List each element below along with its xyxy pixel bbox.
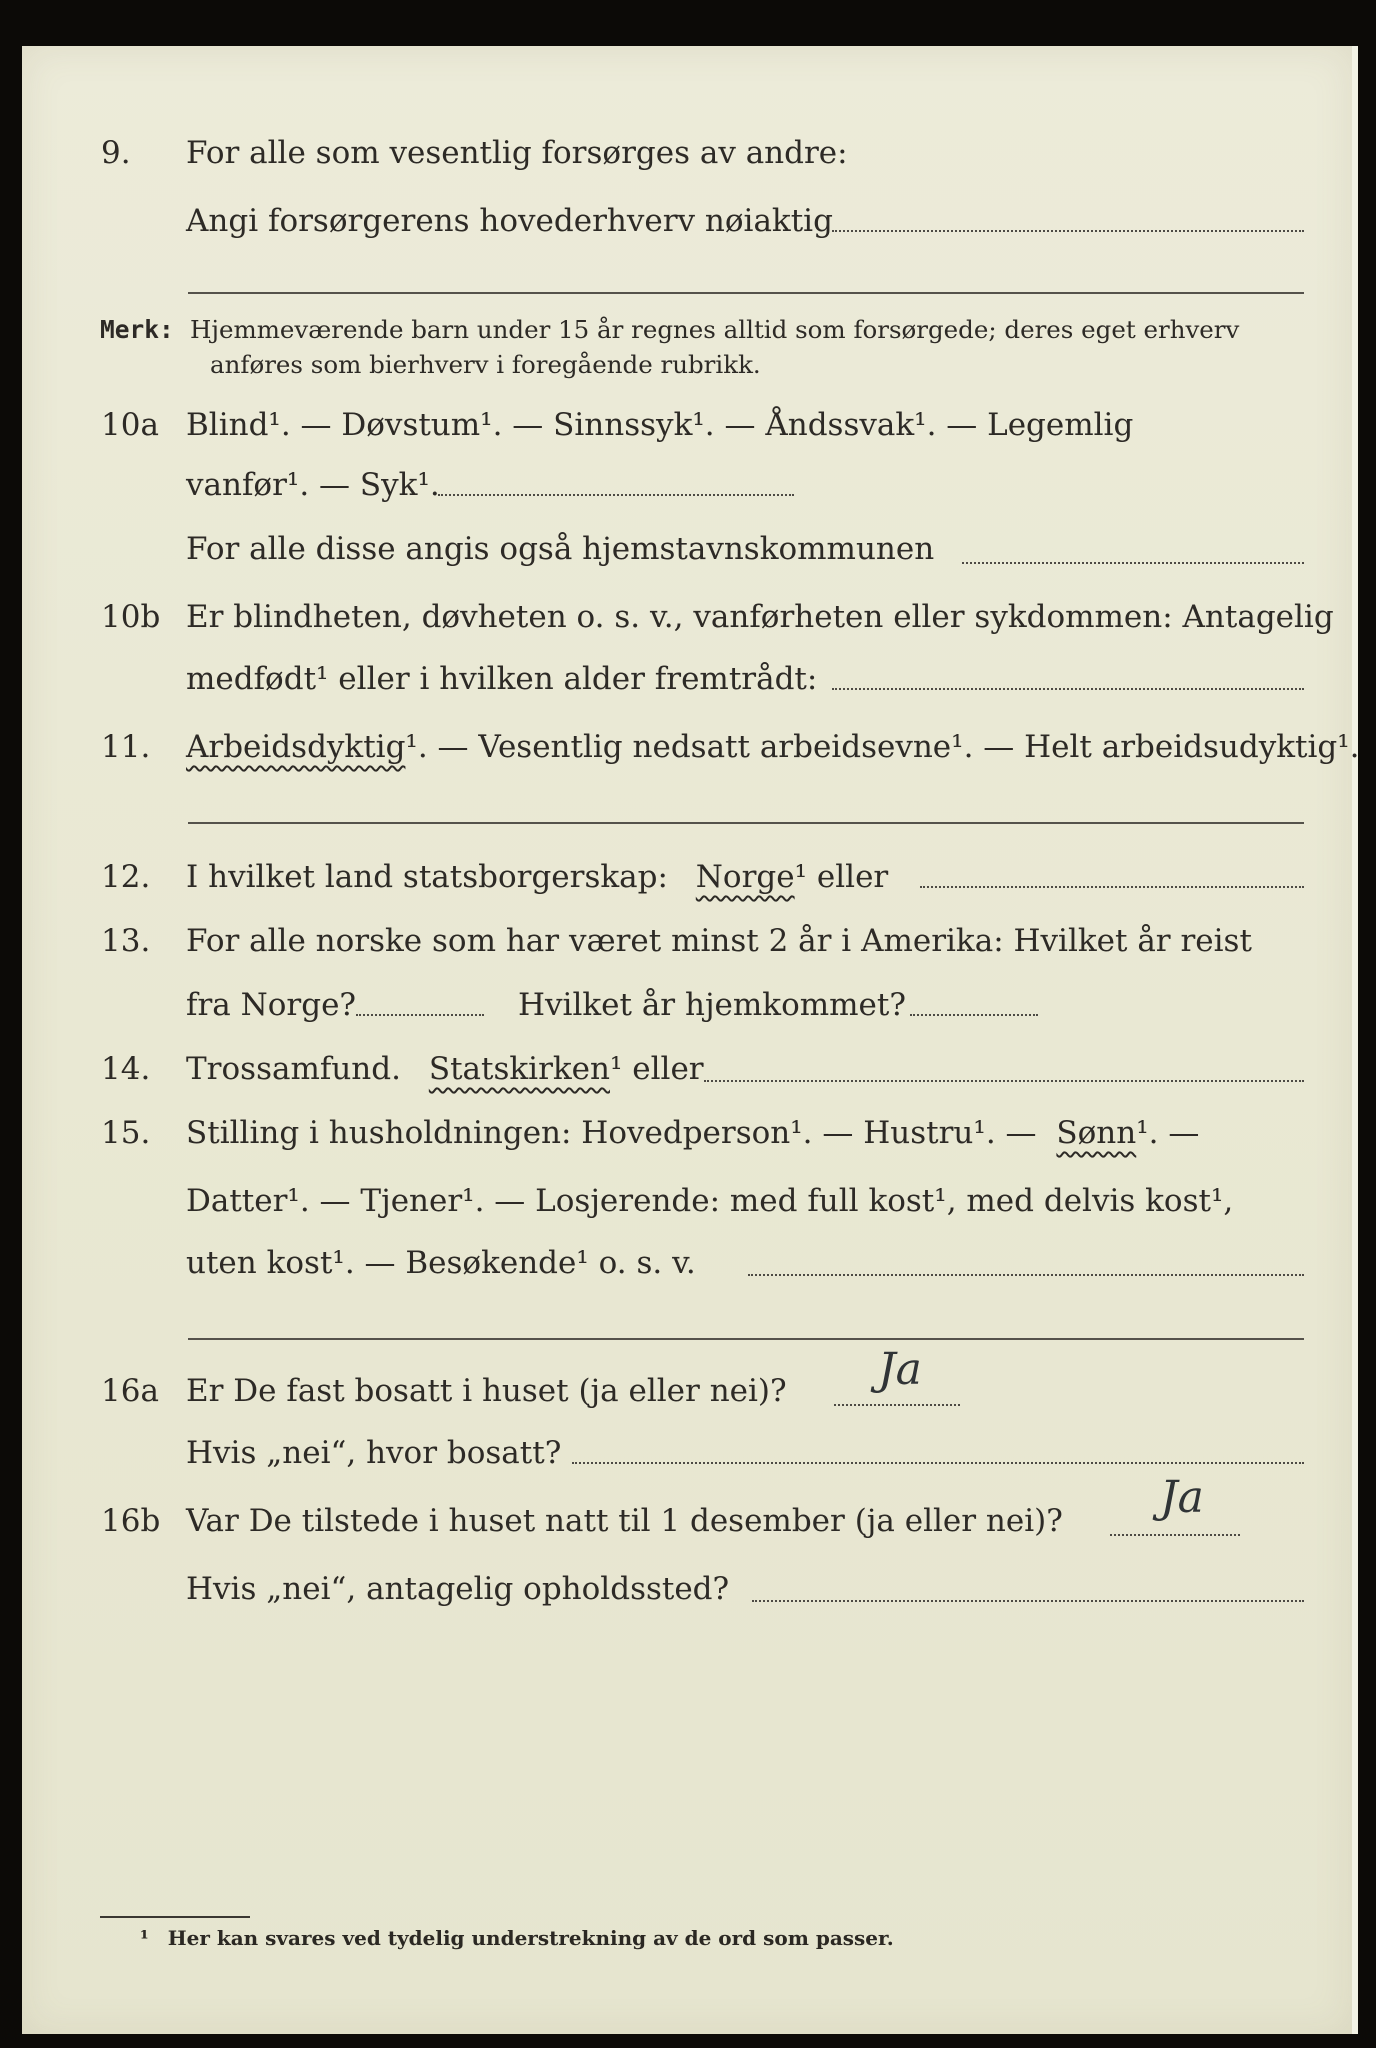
q10b-row2 bbox=[0, 654, 1376, 704]
q15-line2: Datter¹. — Tjener¹. — Losjerende: med full kost¹, med delvis kost¹, bbox=[186, 1183, 1234, 1219]
q14-number: 14. bbox=[101, 1051, 151, 1087]
q15-line1b: ¹. — bbox=[1136, 1115, 1200, 1151]
q15-answer-line2[interactable] bbox=[188, 1338, 1304, 1340]
q10b-answer-line[interactable] bbox=[832, 688, 1304, 690]
q15-answer-line[interactable] bbox=[748, 1274, 1304, 1276]
footnote bbox=[140, 1926, 894, 1950]
q14-answer-line[interactable] bbox=[704, 1080, 1304, 1082]
merk-label: Merk: bbox=[100, 315, 174, 344]
merk-line2: anføres som bierhverv i foregående rubrikk. bbox=[210, 350, 761, 379]
q11-answer-line[interactable] bbox=[188, 822, 1304, 824]
q10b-number: 10b bbox=[101, 599, 161, 635]
q10a-row3 bbox=[0, 524, 1376, 574]
q16a-line2: Hvis „nei“, hvor bosatt? bbox=[186, 1435, 562, 1471]
q10a-number: 10a bbox=[101, 407, 159, 443]
merk-row2 bbox=[0, 346, 1376, 384]
q15-row1 bbox=[0, 1108, 1376, 1158]
q16a-handwritten-answer: Ja bbox=[878, 1344, 922, 1395]
q10a-line1: Blind¹. — Døvstum¹. — Sinnssyk¹. — Åndssvak¹. — Legemlig bbox=[186, 407, 1134, 443]
q11-selected-option[interactable]: Arbeidsdyktig bbox=[186, 729, 406, 765]
q14-post: ¹ eller bbox=[609, 1051, 704, 1087]
q16a-answer-line[interactable] bbox=[834, 1404, 960, 1406]
q14-row bbox=[0, 1044, 1376, 1094]
q10a-row2 bbox=[0, 460, 1376, 510]
q12-pre: I hvilket land statsborgerskap: bbox=[186, 859, 668, 895]
q13-line2a: fra Norge? bbox=[186, 987, 357, 1023]
q9-answer-line[interactable] bbox=[832, 230, 1304, 232]
q16a-number: 16a bbox=[101, 1373, 159, 1409]
q12-text bbox=[186, 852, 888, 902]
footnote-mark: ¹ bbox=[140, 1926, 149, 1950]
q15-selected-option[interactable]: Sønn bbox=[1056, 1115, 1137, 1151]
q10a-syk-line[interactable] bbox=[438, 494, 794, 496]
q12-answer-line[interactable] bbox=[920, 886, 1304, 888]
q16b-answer-line[interactable] bbox=[1110, 1534, 1240, 1536]
q13-number: 13. bbox=[101, 923, 151, 959]
q12-row bbox=[0, 852, 1376, 902]
q13-reist-line[interactable] bbox=[356, 1014, 484, 1016]
q13-hjemkommet-line[interactable] bbox=[910, 1014, 1038, 1016]
q10a-kommune-line[interactable] bbox=[962, 562, 1304, 564]
q15-row2 bbox=[0, 1176, 1376, 1226]
q10b-line1: Er blindheten, døvheten o. s. v., vanførheten eller sykdommen: Antagelig bbox=[186, 599, 1334, 635]
q10a-row1 bbox=[0, 400, 1376, 450]
q15-line1a: Stilling i husholdningen: Hovedperson¹. — Hustru¹. — bbox=[186, 1115, 1037, 1151]
q11-row bbox=[0, 722, 1376, 772]
q16b-opholdssted-line[interactable] bbox=[752, 1600, 1304, 1602]
q9-answer-line2[interactable] bbox=[188, 292, 1304, 294]
q16b-line2: Hvis „nei“, antagelig opholdssted? bbox=[186, 1571, 730, 1607]
q16b-number: 16b bbox=[101, 1503, 161, 1539]
q16a-row1 bbox=[0, 1366, 1376, 1416]
q13-row1 bbox=[0, 916, 1376, 966]
q14-selected-option[interactable]: Statskirken bbox=[428, 1051, 610, 1087]
q9-line2: Angi forsørgerens hovederhverv nøiaktig bbox=[186, 203, 833, 239]
q10b-line2: medfødt¹ eller i hvilken alder fremtrådt: bbox=[186, 661, 818, 697]
q11-rest: ¹. — Vesentlig nedsatt arbeidsevne¹. — Helt arbeidsudyktig¹. bbox=[405, 729, 1360, 765]
q11-text bbox=[186, 722, 1360, 772]
q13-row2 bbox=[0, 980, 1376, 1030]
q16b-row2 bbox=[0, 1564, 1376, 1614]
q16b-line1: Var De tilstede i huset natt til 1 desember (ja eller nei)? bbox=[186, 1503, 1063, 1539]
q12-post: ¹ eller bbox=[794, 859, 889, 895]
q9-row2 bbox=[0, 196, 1376, 246]
q10a-line3: For alle disse angis også hjemstavnskommunen bbox=[186, 531, 935, 567]
q15-line3: uten kost¹. — Besøkende¹ o. s. v. bbox=[186, 1245, 696, 1281]
q9-line1: For alle som vesentlig forsørges av andre: bbox=[186, 135, 848, 171]
q13-line2b: Hvilket år hjemkommet? bbox=[518, 987, 906, 1023]
q10a-line2: vanfør¹. — Syk¹. bbox=[186, 467, 440, 503]
q16a-bosatt-line[interactable] bbox=[572, 1462, 1304, 1464]
q11-number: 11. bbox=[101, 729, 151, 765]
q15-number: 15. bbox=[101, 1115, 151, 1151]
q15-line1 bbox=[186, 1108, 1199, 1158]
q15-row3 bbox=[0, 1238, 1376, 1288]
merk-line1: Hjemmeværende barn under 15 år regnes alltid som forsørgede; deres eget erhverv bbox=[190, 315, 1240, 344]
q10b-row1 bbox=[0, 592, 1376, 642]
q16b-handwritten-answer: Ja bbox=[1160, 1472, 1204, 1523]
q16a-line1: Er De fast bosatt i huset (ja eller nei)? bbox=[186, 1373, 787, 1409]
q14-text bbox=[186, 1044, 704, 1094]
q12-number: 12. bbox=[101, 859, 151, 895]
q12-selected-option[interactable]: Norge bbox=[695, 859, 795, 895]
merk-row1 bbox=[0, 311, 1376, 349]
footnote-rule bbox=[100, 1916, 250, 1918]
q9-number: 9. bbox=[101, 135, 131, 171]
q9-row1 bbox=[0, 128, 1376, 178]
q13-line1: For alle norske som har været minst 2 år i Amerika: Hvilket år reist bbox=[186, 923, 1252, 959]
q14-pre: Trossamfund. bbox=[186, 1051, 401, 1087]
footnote-text: Her kan svares ved tydelig understrekning av de ord som passer. bbox=[167, 1926, 894, 1950]
q16a-row2 bbox=[0, 1428, 1376, 1478]
